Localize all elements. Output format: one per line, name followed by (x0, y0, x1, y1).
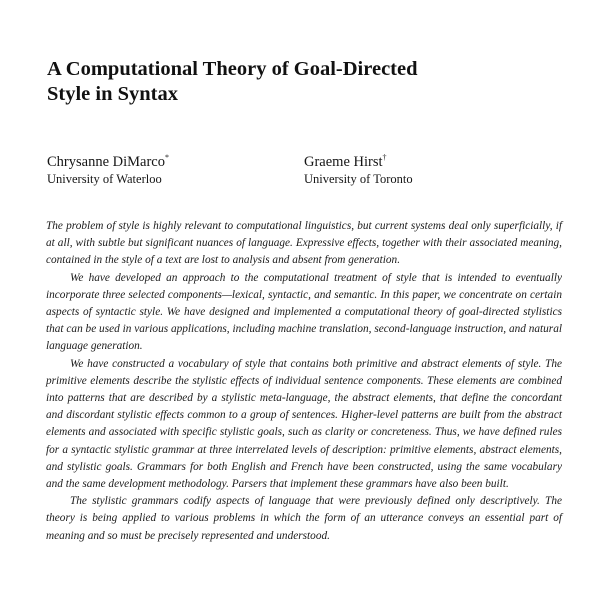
author-block-1 (47, 149, 169, 187)
author-affiliation: University of Waterloo (47, 171, 162, 186)
abstract (46, 218, 562, 545)
author-name: Chrysanne DiMarco* (47, 153, 169, 170)
title-line-1: A Computational Theory of Goal-Directed (47, 58, 418, 80)
abstract-paragraph-3: We have constructed a vocabulary of style that contains both primitive and abstract elements of style. The primitive elements describe the stylistic effects of individual sentence components. These elements are combined into patterns that are described by a stylistic meta-language, the abstract elements, that define the concordant and discordant stylistic effects common to a group of sentences. Higher-level patterns are built from the abstract elements and associated with specific stylistic goals, such as clarity or concreteness. Thus, we have defined rules for a syntactic stylistic grammar at three interrelated levels of description: primitive elements, abstract elements, and stylistic goals. Grammars for both English and French have been constructed, using the same vocabulary and the same development methodology. Parsers that implement these grammars have also been built. (46, 357, 562, 491)
author-footnote-mark: † (382, 153, 387, 162)
abstract-paragraph-4: The stylistic grammars codify aspects of language that were previously defined only descriptively. The theory is being applied to various problems in which the form of an utterance conveys an essential part of meaning and so must be precisely represented and understood. (46, 495, 562, 542)
paper-title (47, 57, 547, 107)
abstract-paragraph-1: The problem of style is highly relevant to computational linguistics, but current systems deal only superficially, if at all, with subtle but significant nuances of language. Expressive effects, together with their associated meaning, contained in the style of a text are lost to analysis and absent from generation. (46, 220, 562, 267)
author-footnote-mark: * (164, 153, 169, 162)
title-line-2: Style in Syntax (47, 83, 178, 105)
author-block-2 (304, 149, 413, 187)
abstract-paragraph-2: We have developed an approach to the computational treatment of style that is intended to eventually incorporate three selected components—lexical, syntactic, and semantic. In this paper, we concentrate on certain aspects of syntactic style. We have designed and implemented a computational theory of goal-directed stylistics that can be used in various applications, including machine translation, second-language instruction, and natural language generation. (46, 271, 562, 353)
author-name: Graeme Hirst† (304, 153, 387, 170)
author-affiliation: University of Toronto (304, 171, 413, 186)
